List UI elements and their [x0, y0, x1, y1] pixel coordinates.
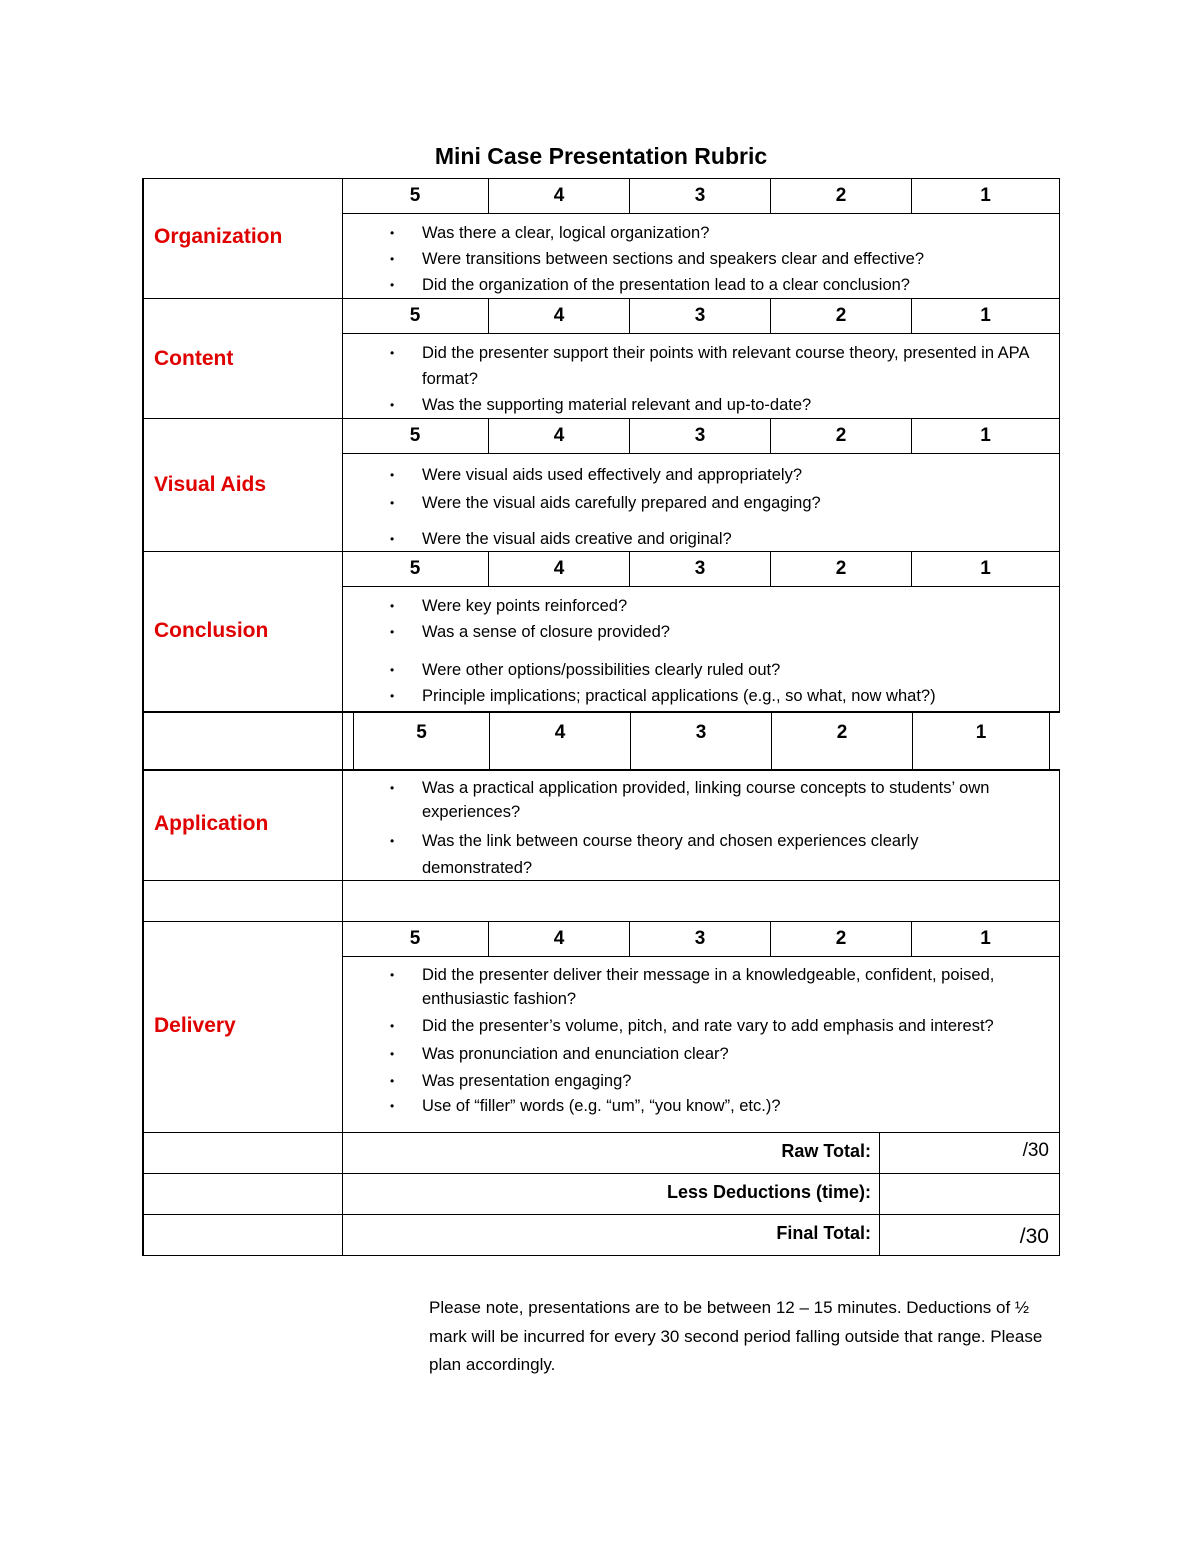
section-content-cell — [342, 921, 1060, 1132]
deductions-label: Less Deductions (time): — [342, 1173, 880, 1214]
list-item: • Was the supporting material relevant and up-to-date? — [342, 392, 1059, 418]
section-content-cell — [353, 713, 1050, 769]
score-2[interactable]: 2 — [771, 298, 912, 333]
section-label: Application — [154, 812, 269, 835]
final-total-field[interactable]: /30 — [880, 1214, 1060, 1255]
bullet-icon: • — [390, 625, 395, 639]
list-item: • Were key points reinforced? — [342, 593, 1059, 619]
bullet-icon: • — [390, 968, 395, 982]
deductions-row — [142, 1173, 1060, 1214]
score-5[interactable]: 5 — [342, 921, 489, 956]
list-item: • Principle implications; practical applications (e.g., so what, now what?) — [342, 683, 1059, 709]
section-conclusion — [142, 551, 1060, 711]
bullet-icon: • — [390, 1099, 395, 1113]
list-item: • Were visual aids used effectively and appropriately? — [342, 461, 1059, 489]
score-3[interactable]: 3 — [631, 713, 772, 769]
score-1[interactable]: 1 — [980, 305, 991, 326]
bullet-icon: • — [390, 663, 395, 677]
section-content-cell — [342, 178, 1060, 298]
criteria-list — [342, 593, 1059, 709]
bullet-icon: • — [390, 834, 395, 848]
criteria-list — [342, 340, 1059, 418]
section-label-cell — [142, 298, 343, 418]
list-item: • Did the presenter’s volume, pitch, and rate vary to add emphasis and interest? — [342, 1014, 1059, 1038]
score-row — [354, 713, 1049, 769]
bullet-icon: • — [390, 278, 395, 292]
section-content-cell — [342, 298, 1060, 418]
score-2[interactable]: 2 — [772, 713, 913, 769]
list-item: • Was presentation engaging? — [342, 1069, 1059, 1093]
section-label: Organization — [154, 225, 283, 248]
score-row — [342, 418, 1059, 454]
list-item: • Use of “filler” words (e.g. “um”, “you know”, etc.)? — [342, 1094, 1059, 1118]
list-item: • Were the visual aids carefully prepared and engaging? — [342, 489, 1059, 517]
list-item: • Was the link between course theory and chosen experiences clearly demonstrated? — [342, 828, 1059, 882]
section-label-cell — [142, 921, 343, 1132]
list-item: • Were transitions between sections and speakers clear and effective? — [342, 246, 1059, 272]
list-item: • Was pronunciation and enunciation clear? — [342, 1042, 1059, 1066]
criteria-list — [342, 776, 1059, 882]
score-row — [342, 921, 1059, 957]
raw-total-field[interactable]: /30 — [880, 1132, 1060, 1173]
score-1[interactable]: 1 — [980, 928, 991, 949]
application-score-block — [142, 713, 1060, 769]
empty-content-cell — [342, 880, 1060, 921]
section-organization — [142, 178, 1060, 298]
table-border-bottom — [142, 1255, 1060, 1256]
score-4[interactable]: 4 — [489, 921, 630, 956]
section-content-cell — [342, 551, 1060, 711]
list-item: • Was a sense of closure provided? — [342, 619, 1059, 645]
criteria-list — [342, 220, 1059, 298]
bullet-icon: • — [390, 398, 395, 412]
score-1[interactable]: 1 — [980, 425, 991, 446]
score-5[interactable]: 5 — [342, 418, 489, 453]
bullet-icon: • — [390, 689, 395, 703]
score-3[interactable]: 3 — [630, 178, 771, 213]
score-2[interactable]: 2 — [771, 551, 912, 586]
timing-note: Please note, presentations are to be between 12 – 15 minutes. Deductions of ½ mark will be incurred for every 30 second period falling outside that range. Please plan accordingly. — [429, 1298, 1043, 1374]
final-total-row — [142, 1214, 1060, 1255]
empty-label-cell — [142, 1173, 343, 1214]
list-item: • Did the organization of the presentation lead to a clear conclusion? — [342, 272, 1059, 298]
score-row — [342, 551, 1059, 587]
bullet-icon: • — [390, 532, 395, 546]
score-5[interactable]: 5 — [342, 551, 489, 586]
raw-total-row — [142, 1132, 1060, 1173]
score-4[interactable]: 4 — [489, 418, 630, 453]
score-3[interactable]: 3 — [630, 418, 771, 453]
section-visual-aids — [142, 418, 1060, 551]
score-2[interactable]: 2 — [771, 418, 912, 453]
criteria-list — [342, 461, 1059, 553]
score-1[interactable]: 1 — [980, 185, 991, 206]
section-label-cell — [142, 178, 343, 298]
bullet-icon: • — [390, 1019, 395, 1033]
score-1[interactable]: 1 — [975, 722, 987, 743]
raw-total-label: Raw Total: — [342, 1132, 880, 1173]
section-label: Content — [154, 347, 234, 370]
empty-label-cell — [142, 713, 343, 769]
bullet-icon: • — [390, 1074, 395, 1088]
list-item: • Did the presenter deliver their message in a knowledgeable, confident, poised, enthusiastic fashion? — [342, 963, 1059, 1011]
score-2[interactable]: 2 — [771, 921, 912, 956]
bullet-icon: • — [390, 346, 395, 360]
list-item: • Were other options/possibilities clearly ruled out? — [342, 657, 1059, 683]
empty-label-cell — [142, 1132, 343, 1173]
score-5[interactable]: 5 — [354, 713, 490, 769]
section-content-cell — [342, 770, 1060, 880]
list-item: • Was there a clear, logical organization? — [342, 220, 1059, 246]
score-4[interactable]: 4 — [490, 713, 631, 769]
deductions-field[interactable] — [880, 1173, 1060, 1214]
score-4[interactable]: 4 — [489, 178, 630, 213]
score-row — [342, 178, 1059, 214]
empty-label-cell — [142, 1214, 343, 1255]
list-item: • Were the visual aids creative and original? — [342, 525, 1059, 553]
bullet-icon: • — [390, 226, 395, 240]
section-label-cell — [142, 418, 343, 551]
bullet-icon: • — [390, 1047, 395, 1061]
section-label: Delivery — [154, 1014, 236, 1037]
bullet-icon: • — [390, 252, 395, 266]
score-3[interactable]: 3 — [630, 921, 771, 956]
section-delivery — [142, 921, 1060, 1132]
list-item: • Did the presenter support their points with relevant course theory, presented in APA format? — [342, 340, 1059, 392]
score-5[interactable]: 5 — [342, 178, 489, 213]
empty-row — [142, 880, 1060, 921]
list-item: • Was a practical application provided, linking course concepts to students’ own experiences? — [342, 776, 1059, 824]
score-4[interactable]: 4 — [489, 551, 630, 586]
section-application — [142, 770, 1060, 880]
score-1[interactable]: 1 — [980, 558, 991, 579]
bullet-icon: • — [390, 496, 395, 510]
section-label-cell — [142, 551, 343, 711]
section-label: Conclusion — [154, 619, 269, 642]
score-2[interactable]: 2 — [771, 178, 912, 213]
page-title: Mini Case Presentation Rubric — [434, 143, 768, 169]
score-3[interactable]: 3 — [630, 551, 771, 586]
criteria-list — [342, 963, 1059, 1118]
bullet-icon: • — [390, 781, 395, 795]
section-label: Visual Aids — [154, 473, 267, 496]
bullet-icon: • — [390, 468, 395, 482]
bullet-icon: • — [390, 599, 395, 613]
score-3[interactable]: 3 — [630, 298, 771, 333]
empty-label-cell — [142, 880, 343, 921]
score-4[interactable]: 4 — [489, 298, 630, 333]
section-label-cell — [142, 770, 343, 880]
section-content-cell — [342, 418, 1060, 551]
score-row — [342, 298, 1059, 334]
section-content — [142, 298, 1060, 418]
score-5[interactable]: 5 — [342, 298, 489, 333]
final-total-label: Final Total: — [342, 1214, 880, 1255]
